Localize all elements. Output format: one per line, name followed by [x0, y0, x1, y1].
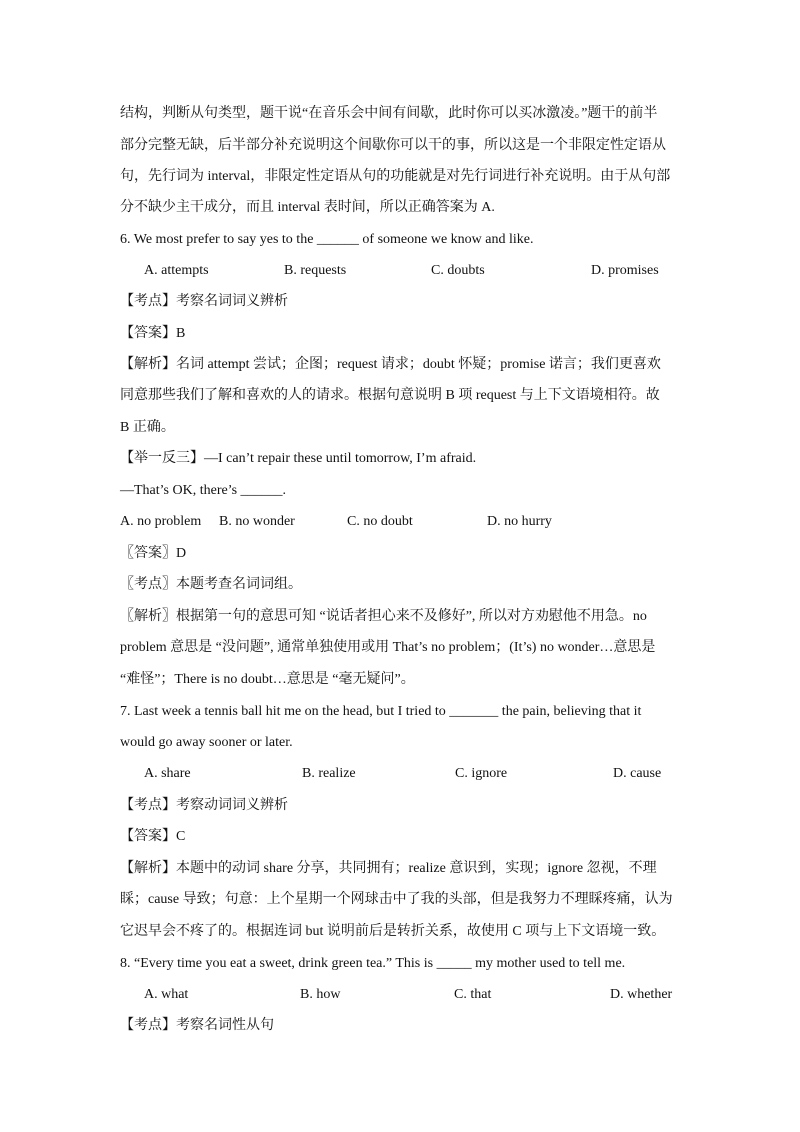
intro-line-4: 分不缺少主干成分，而且 interval 表时间，所以正确答案为 A. — [120, 200, 495, 215]
extra-point: 〖考点〗本题考查名词词组。 — [120, 577, 302, 592]
q6-analysis-1: 【解析】名词 attempt 尝试；企图；request 请求；doubt 怀疑；promise 诺言；我们更喜欢 — [120, 357, 661, 372]
q7-question-2: would go away sooner or later. — [120, 735, 293, 750]
q6-point: 【考点】考察名词词义辨析 — [120, 294, 288, 309]
q7-option-d: D. cause — [613, 766, 662, 781]
extra-option-b: B. no wonder — [219, 514, 295, 529]
q6-option-a: A. attempts — [144, 263, 209, 278]
q8-options — [144, 986, 684, 1006]
extra-analysis-3: “难怪”；There is no doubt…意思是 “毫无疑问”。 — [120, 672, 415, 687]
extra-line-1: 【举一反三】—I can’t repair these until tomorrow, I’m afraid. — [120, 451, 477, 466]
q6-answer: 【答案】B — [120, 326, 186, 341]
q6-analysis-2: 同意那些我们了解和喜欢的人的请求。根据句意说明 B 项 request 与上下文语境相符。故 — [120, 388, 660, 403]
q7-options — [144, 765, 684, 785]
q7-point: 【考点】考察动词词义辨析 — [120, 798, 288, 813]
q6-option-b: B. requests — [284, 263, 347, 278]
extra-option-c: C. no doubt — [347, 514, 413, 529]
q6-option-d: D. promises — [591, 263, 659, 278]
extra-option-d: D. no hurry — [487, 514, 552, 529]
q7-analysis-1: 【解析】本题中的动词 share 分享，共同拥有；realize 意识到，实现；ignore 忽视，不理 — [120, 861, 657, 876]
extra-option-a: A. no problem — [120, 514, 202, 529]
extra-analysis-2: problem 意思是 “没问题”, 通常单独使用或用 That’s no problem；(It’s) no wonder…意思是 — [120, 640, 656, 655]
extra-answer: 〖答案〗D — [120, 546, 187, 561]
q8-option-a: A. what — [144, 987, 189, 1002]
q8-option-c: C. that — [454, 987, 492, 1002]
q6-analysis-3: B 正确。 — [120, 420, 175, 435]
q8-point: 【考点】考察名词性从句 — [120, 1018, 274, 1033]
q6-option-c: C. doubts — [431, 263, 485, 278]
q7-analysis-3: 它迟早会不疼了的。根据连词 but 说明前后是转折关系，故使用 C 项与上下文语境一致。 — [120, 924, 666, 939]
q7-option-c: C. ignore — [455, 766, 508, 781]
q7-option-b: B. realize — [302, 766, 356, 781]
q7-answer: 【答案】C — [120, 829, 186, 844]
q6-question: 6. We most prefer to say yes to the ______ of someone we know and like. — [120, 232, 534, 247]
q8-option-d: D. whether — [610, 987, 673, 1002]
q8-question: 8. “Every time you eat a sweet, drink green tea.” This is _____ my mother used to tell me. — [120, 956, 626, 971]
intro-line-3: 句，先行词为 interval，非限定性定语从句的功能就是对先行词进行补充说明。由于从句部 — [120, 169, 671, 184]
q7-question-1: 7. Last week a tennis ball hit me on the head, but I tried to _______ the pain, believing that it — [120, 704, 642, 719]
q7-option-a: A. share — [144, 766, 191, 781]
extra-options — [120, 513, 660, 533]
extra-analysis-1: 〖解析〗根据第一句的意思可知 “说话者担心来不及修好”, 所以对方劝慰他不用急。no — [120, 609, 647, 624]
q6-options — [144, 262, 684, 282]
q8-option-b: B. how — [300, 987, 341, 1002]
q7-analysis-2: 睬；cause 导致；句意：上个星期一个网球击中了我的头部，但是我努力不理睬疼痛，认为 — [120, 892, 673, 907]
extra-line-2: —That’s OK, there’s ______. — [120, 483, 287, 498]
intro-line-2: 部分完整无缺，后半部分补充说明这个间歇你可以干的事，所以这是一个非限定性定语从 — [120, 138, 666, 153]
intro-line-1: 结构，判断从句类型，题干说“在音乐会中间有间歇，此时你可以买冰激凌。”题干的前半 — [120, 106, 658, 121]
